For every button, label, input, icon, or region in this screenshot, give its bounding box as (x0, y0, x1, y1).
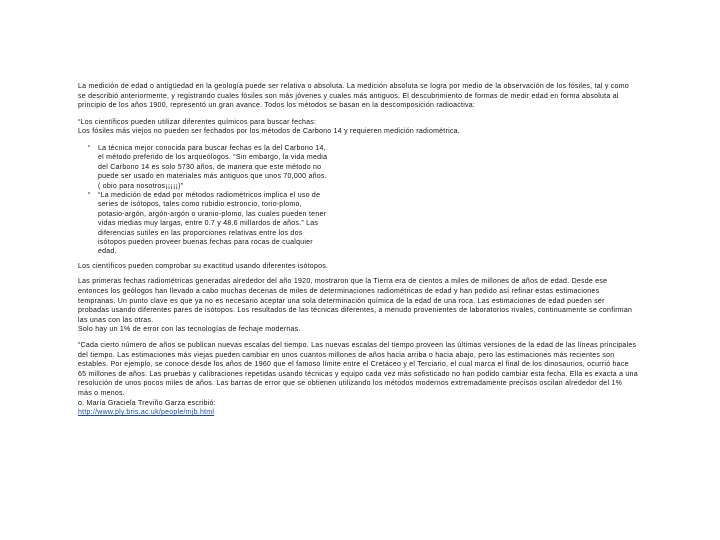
scientists-line-1: “Los científicos pueden utilizar diferentes químicos para buscar fechas: (78, 118, 317, 126)
quote-mark: “ (88, 192, 91, 199)
quote-mark: “ (88, 144, 91, 152)
author-line: o. María Graciela Treviño Garza escribió: (78, 399, 216, 407)
isotope-check-line: Los científicos pueden comprobar su exactitud usando diferentes isótopos. (78, 262, 329, 270)
timescale-paragraph: “Cada cierto número de años se publican nuevas escalas del tiempo. Las nuevas escalas del tiempo proveen las últimas versiones de la edad de las líneas principales del tiempo. Las estimaciones más viejas pueden cambiar en unos cuantos millones de años hacia arriba o hacia abajo, pero las estimaciones más recientes son estables. Por ejemplo, se conoce desde los años de 1960 que el famoso límite entre el Cretáceo y el Terciario, el cual marca el final de los dinosaurios, ocurrió hace 65 millones de años. Las pruebas y calibraciones repetidas usando técnicas y equipo cada vez más sofisticado no han podido cambiar esta fecha. Ella es exacta a una resolución de unos pocos miles de años. Las barras de error que se obtienen utilizando los métodos modernos extremadamente precisos oscilan alrededor del 1% más o menos. (78, 342, 638, 397)
quote-carbon14 (88, 144, 328, 191)
error-line: Solo hay un 1% de error con las tecnologías de fechaje modernas. (78, 326, 301, 334)
document-body (78, 82, 638, 418)
quote-block (88, 144, 328, 257)
reference-link[interactable]: http://www.ply.bris.ac.uk/people/mjb.html (78, 409, 215, 417)
quote-carbon14-text: La técnica mejor conocida para buscar fechas es la del Carbono 14, el método preferido de los arqueólogos. “Sin embargo, la vida media del Carbono 14 es solo 5730 años, de manera que este método no puede ser usado en materiales más antiguos que unos 70,000 años. ( obio para nosotros¡¡¡¡¡)” (98, 144, 328, 190)
quote-radiometric-text: “La medición de edad por métodos radiométricos implica el uso de series de isótopos, tales como rubidio estroncio, torio-plomo, potasio-argón, argón-argón o uranio-plomo, las cuales pueden tener vidas medias muy largas, entre 0.7 y 48.6 millardos de años.” Las diferencias sutiles en las proporciones relativas entre los dos isótopos pueden proveer buenas fechas para rocas de cualquier edad. (98, 192, 327, 256)
radiometric-paragraph: Las primeras fechas radiométricas generadas alrededor del año 1920, mostraron que la Tierra era de cientos a miles de millones de años de edad. Desde ese entonces los geólogos han llevado a cabo muchas decenas de miles de determinaciones radiométricas de edad y han podido así refinar estas estimaciones tempranas. Un punto clave es que ya no es necesario aceptar una sola determinación química de la edad de una roca. Las estimaciones de edad pueden ser probadas usando diferentes pares de isótopos. Los resultados de las técnicas diferentes, a menudo provenientes de laboratorios rivales, continuamente se confirman las unas con las otras. (78, 278, 633, 324)
intro-paragraph: La medición de edad o antigüedad en la geología puede ser relativa o absoluta. La medición absoluta se logra por medio de la observación de los fósiles, tal y como se describió anteriormente, y registrando cuales fósiles son más jóvenes y cuales más antiguos. El descubrimiento de formas de medir edad en forma absoluta al principio de los años 1900, representó un gran avance. Todos los métodos se basan en la descomposición radioactiva: (78, 83, 629, 110)
quote-radiometric (88, 191, 328, 257)
scientists-line-2: Los fósiles más viejos no pueden ser fechados por los métodos de Carbono 14 y requieren medición radiométrica. (78, 128, 460, 136)
